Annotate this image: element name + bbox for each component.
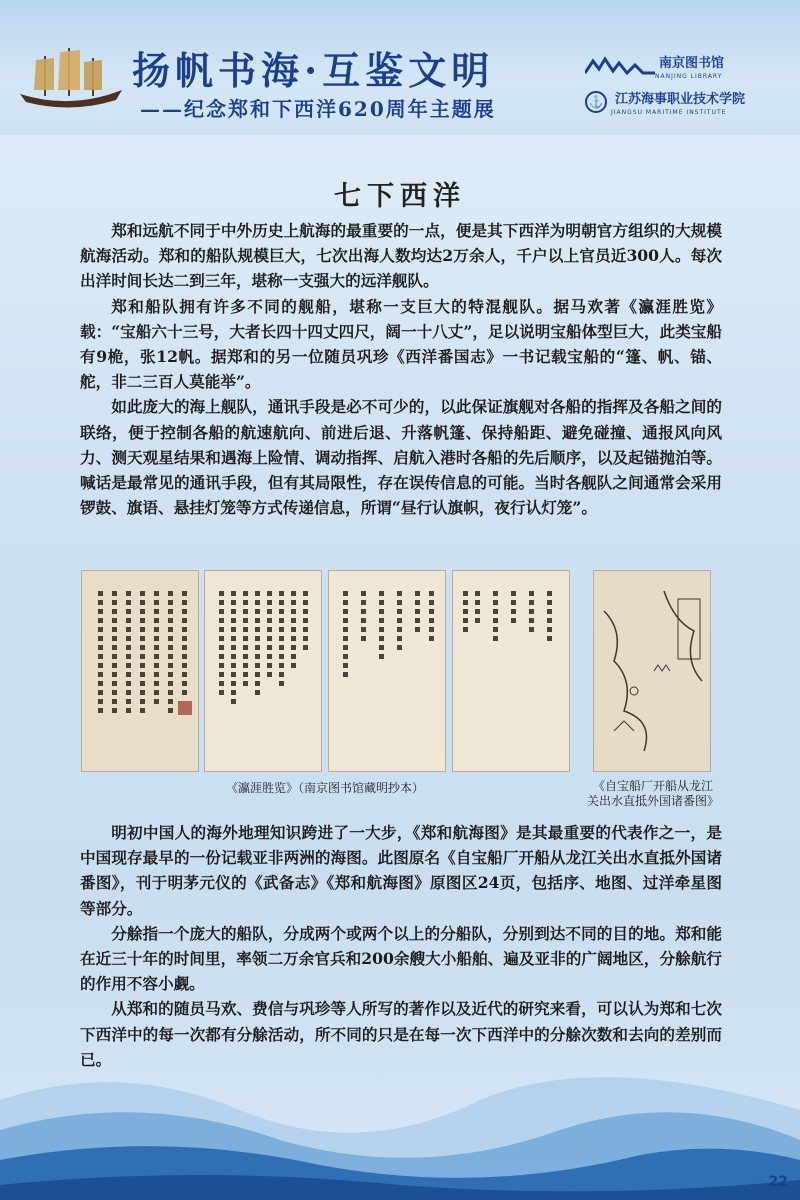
paragraph: 郑和船队拥有许多不同的舰船，堪称一支巨大的特混舰队。据马欢著《瀛涯胜览》载：“宝船六十三号，大者长四十四丈四尺，阔一十八丈”，足以说明宝船体型巨大，此类宝船有9桅，张12帆。据郑和的另一位随员巩珍《西洋番国志》一书记载宝船的“篷、帆、锚、舵，非二三百人莫能举”。 <box>80 296 722 392</box>
book-page-photo <box>81 570 199 772</box>
paragraph: 郑和远航不同于中外历史上航海的最重要的一点，便是其下西洋为明朝官方组织的大规模航海活动。郑和的船队规模巨大，七次出海人数均达2万余人，千户以上官员近300人。每次出洋时间长达二到三年，堪称一支强大的远洋舰队。 <box>80 221 722 291</box>
anchor-icon: ⚓ <box>585 91 607 113</box>
paragraph: 如此庞大的海上舰队，通讯手段是必不可少的，以此保证旗舰对各船的指挥及各船之间的联络，便于控制各船的航速航向、前进后退、升落帆篷、保持船距、避免碰撞、通报风向风力、测天观星结果和遇海上险情、调动指挥、启航入港时各船的先后顺序，以及起锚抛泊等。喊话是最常见的通讯手段，但有其局限性，存在误传信息的可能。当时各舰队之间通常会采用锣鼓、旗语、悬挂灯笼等方式传递信息，所谓“昼行认旗帜，夜行认灯笼”。 <box>80 397 722 518</box>
map-caption-line: 《自宝船厂开船从龙江 <box>592 779 713 793</box>
library-mark-icon <box>585 55 655 77</box>
section-title: 七下西洋 <box>334 181 466 212</box>
paragraph: 分艅指一个庞大的船队，分成两个或两个以上的分船队，分别到达不同的目的地。郑和能在近三十年的时间里，率领二万余官兵和200余艘大小船舶、遍及亚非的广阔地区，分艅航行的作用不容小觑。 <box>80 923 722 994</box>
treasure-ship-icon <box>16 44 126 114</box>
page-number: 22 <box>768 1174 788 1190</box>
paragraph: 从郑和的随员马欢、费信与巩珍等人所写的著作以及近代的研究来看，可以认为郑和七次下西洋中的每一次都有分艅活动，所不同的只是在每一次下西洋中的分艅次数和去向的差别而已。 <box>80 999 722 1069</box>
main-title: 扬帆书海·互鉴文明 <box>132 48 495 93</box>
intro-text <box>80 218 722 520</box>
map-caption-line: 关出水直抵外国诸番图》 <box>586 794 719 808</box>
book-caption: 《瀛涯胜览》（南京图书馆藏明抄本） <box>225 781 424 795</box>
nautical-map-photo <box>593 570 711 772</box>
map-drawing-icon <box>594 571 711 772</box>
seal-stamp <box>178 701 192 715</box>
library-name: 南京图书馆 <box>659 56 725 71</box>
maritime-institute-logo <box>585 88 745 116</box>
institute-name-en: JIANGSU MARITIME INSTITUTE <box>611 109 727 116</box>
subtitle: ——纪念郑和下西洋620周年主题展 <box>140 97 496 121</box>
book-page-photo <box>204 570 322 772</box>
paragraph: 明初中国人的海外地理知识跨进了一大步，《郑和航海图》是其最重要的代表作之一，是中国现存最早的一份记载亚非两洲的海图。此图原名《自宝船厂开船从龙江关出水直抵外国诸番图》，刊于明茅元仪的《武备志》《郑和航海图》原图区24页，包括序、地图、过洋牵星图等部分。 <box>80 823 722 918</box>
book-page-photo <box>328 570 446 772</box>
nanjing-library-logo <box>585 52 724 80</box>
book-page-photo <box>452 570 570 772</box>
institute-name: 江苏海事职业技术学院 <box>615 92 746 107</box>
header-banner <box>0 0 800 135</box>
wave-decoration <box>0 1040 800 1200</box>
library-name-en: NANJING LIBRARY <box>655 73 723 80</box>
body-text <box>80 820 722 1072</box>
map-caption <box>578 779 728 809</box>
